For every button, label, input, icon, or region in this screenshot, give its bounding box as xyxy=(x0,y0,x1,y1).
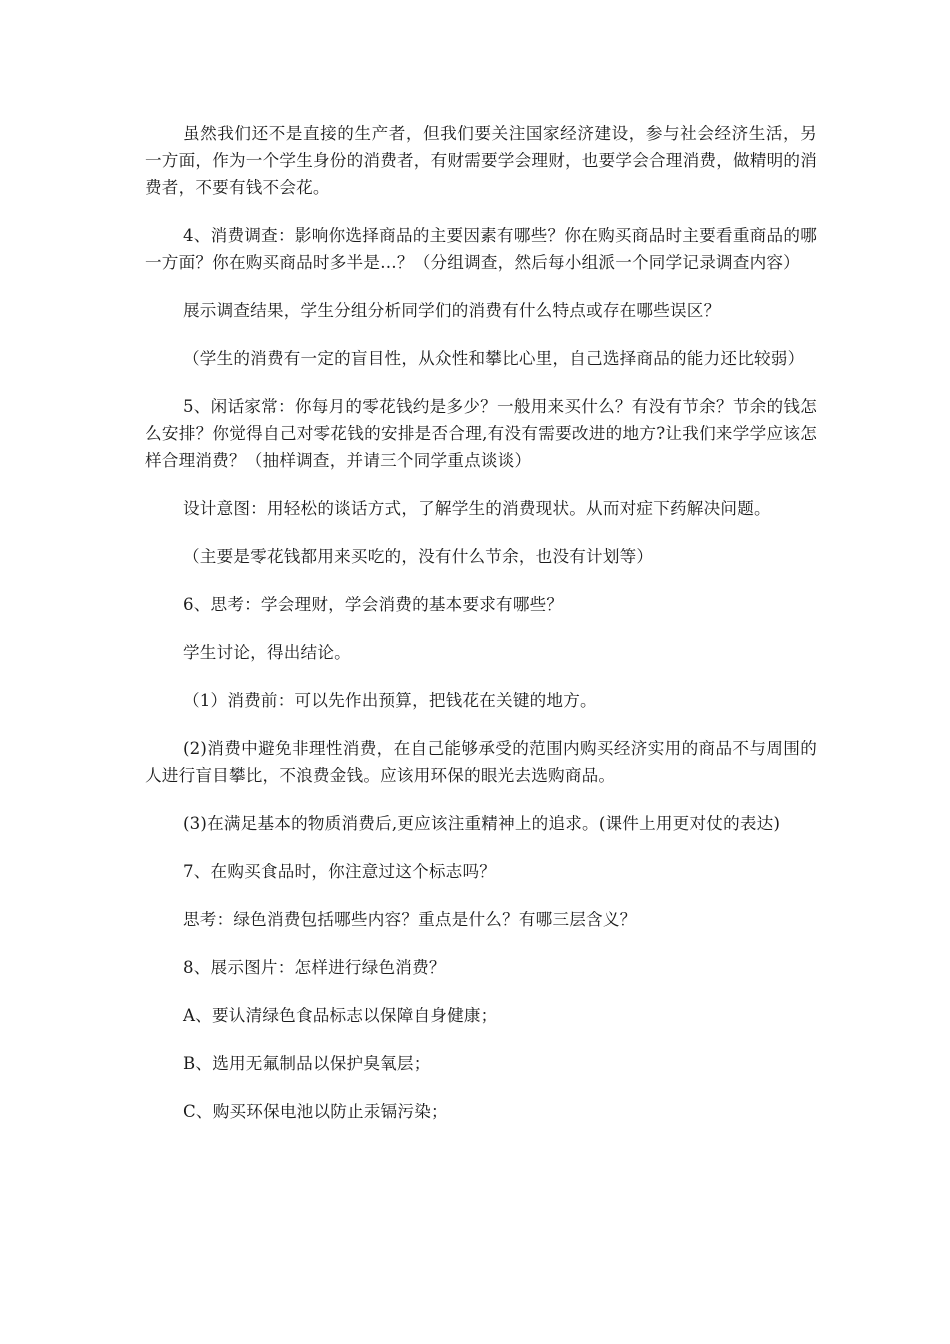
paragraph-student-traits: （学生的消费有一定的盲目性，从众性和攀比心里，自己选择商品的能力还比较弱） xyxy=(183,349,805,368)
paragraph-intro: 虽然我们还不是直接的生产者，但我们要关注国家经济建设，参与社会经济生活，另一方面，作为一个学生身份的消费者，有财需要学会理财，也要学会合理消费，做精明的消费者，不要有钱不会花。 xyxy=(145,124,817,197)
list-item-a: A、要认清绿色食品标志以保障自身健康； xyxy=(183,1006,498,1025)
paragraph-during-consumption: (2)消费中避免非理性消费，在自己能够承受的范围内购买经济实用的商品不与周围的人进行盲目攀比，不浪费金钱。应该用环保的眼光去选购商品。 xyxy=(145,739,817,785)
list-item-c: C、购买环保电池以防止汞镉污染； xyxy=(183,1102,448,1121)
document-body xyxy=(145,120,817,1146)
paragraph-student-discussion: 学生讨论，得出结论。 xyxy=(183,643,351,662)
paragraph-design-intent: 设计意图：用轻松的谈话方式，了解学生的消费现状。从而对症下药解决问题。 xyxy=(183,499,771,518)
paragraph-food-label: 7、在购买食品时，你注意过这个标志吗？ xyxy=(183,862,497,881)
paragraph-spending-note: （主要是零花钱都用来买吃的，没有什么节余，也没有计划等） xyxy=(183,547,654,566)
paragraph-show-pictures: 8、展示图片：怎样进行绿色消费？ xyxy=(183,958,446,977)
paragraph-green-consumption-question: 思考：绿色消费包括哪些内容？重点是什么？有哪三层含义？ xyxy=(183,910,637,929)
paragraph-pocket-money: 5、闲话家常：你每月的零花钱约是多少？一般用来买什么？有没有节余？节余的钱怎么安排？你觉得自己对零花钱的安排是否合理,有没有需要改进的地方?让我们来学学应该怎样合理消费？（抽样调查，并请三个同学重点谈谈） xyxy=(145,397,817,470)
paragraph-think-basic-requirements: 6、思考：学会理财，学会消费的基本要求有哪些？ xyxy=(183,595,564,614)
paragraph-consumption-survey: 4、消费调查：影响你选择商品的主要因素有哪些？你在购买商品时主要看重商品的哪一方面？你在购买商品时多半是…？（分组调查，然后每小组派一个同学记录调查内容） xyxy=(145,226,817,272)
list-item-b: B、选用无氟制品以保护臭氧层； xyxy=(183,1054,431,1073)
paragraph-before-consumption: （1）消费前：可以先作出预算，把钱花在关键的地方。 xyxy=(183,691,597,710)
paragraph-survey-results: 展示调查结果，学生分组分析同学们的消费有什么特点或存在哪些误区？ xyxy=(183,301,721,320)
paragraph-after-consumption: (3)在满足基本的物质消费后,更应该注重精神上的追求。(课件上用更对仗的表达) xyxy=(183,814,781,833)
